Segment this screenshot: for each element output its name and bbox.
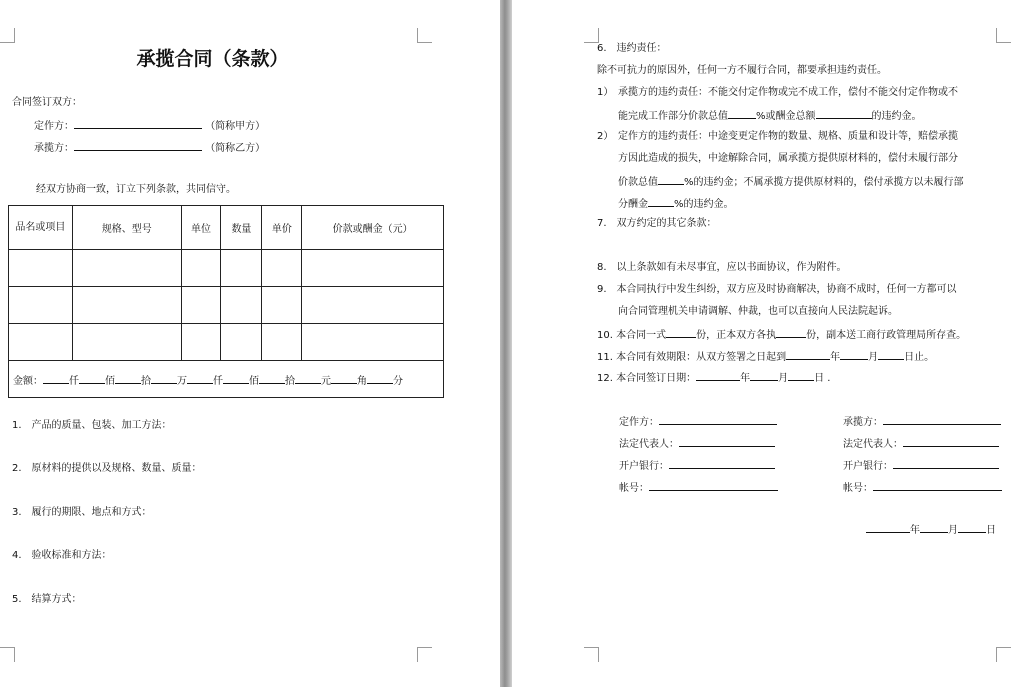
unit-label: 仟 xyxy=(69,375,79,387)
clause-6-1-number: 1） xyxy=(597,87,614,98)
crop-mark xyxy=(0,647,15,662)
signature-field[interactable] xyxy=(893,458,999,469)
clause-6-intro: 除不可抗力的原因外，任何一方不履行合同，都要承担违约责任。 xyxy=(597,65,887,76)
clause-6-2-number: 2） xyxy=(597,131,614,142)
clause-6-2-line3: 价款总值 %的违约金；不属承揽方提供原材料的，偿付承揽方以未履行部 xyxy=(618,174,964,190)
table-row xyxy=(9,250,444,287)
table-cell[interactable] xyxy=(9,324,73,361)
unit-label: 仟 xyxy=(213,375,223,387)
clause-10: 10. 本合同一式 份，正本双方各执 份，副本送工商行政管理局所存查。 xyxy=(597,327,966,343)
amount-field[interactable] xyxy=(816,108,872,119)
copies-field[interactable] xyxy=(776,327,806,338)
clause-7: 7. 双方约定的其它条款： xyxy=(597,218,717,229)
table-cell[interactable] xyxy=(181,250,221,287)
table-row xyxy=(9,324,444,361)
year-field[interactable] xyxy=(866,522,910,533)
signature-field[interactable] xyxy=(659,414,777,425)
intro-text: 经双方协商一致，订立下列条款，共同信守。 xyxy=(36,184,236,195)
sign-undertaker-account: 帐号： xyxy=(843,480,1002,496)
contract-page-1 xyxy=(0,0,500,687)
table-cell[interactable] xyxy=(72,250,181,287)
total-label: 金额： xyxy=(13,375,43,387)
table-cell[interactable] xyxy=(262,324,302,361)
signature-field[interactable] xyxy=(903,436,999,447)
year-field[interactable] xyxy=(696,370,740,381)
clause-6-2-line4: 分酬金 %的违约金。 xyxy=(618,196,734,212)
day-field[interactable] xyxy=(958,522,986,533)
clause-8: 8. 以上条款如有未尽事宜，应以书面协议，作为附件。 xyxy=(597,262,847,273)
party-b-field[interactable] xyxy=(74,140,202,151)
clause-6-2-line1: 定作方的违约责任：中途变更定作物的数量、规格、质量和设计等，赔偿承揽 xyxy=(618,131,958,142)
day-field[interactable] xyxy=(788,370,814,381)
day-field[interactable] xyxy=(878,349,904,360)
table-cell[interactable] xyxy=(181,287,221,324)
crop-mark xyxy=(584,28,599,43)
table-cell[interactable] xyxy=(9,287,73,324)
clause-6-1-line2: 能完成工作部分价款总值 %或酬金总额 的违约金。 xyxy=(618,108,922,124)
clause-5: 5. 结算方式： xyxy=(12,594,82,605)
unit-label: 分 xyxy=(393,375,403,387)
table-cell[interactable] xyxy=(181,324,221,361)
items-table xyxy=(8,205,444,398)
unit-label: 万 xyxy=(177,375,187,387)
table-cell[interactable] xyxy=(302,287,444,324)
total-amount-row xyxy=(9,361,444,398)
page-gutter xyxy=(500,0,512,687)
table-cell[interactable] xyxy=(9,250,73,287)
table-row xyxy=(9,287,444,324)
parties-heading: 合同签订双方： xyxy=(12,97,82,108)
crop-mark xyxy=(996,647,1011,662)
clause-4: 4. 验收标准和方法： xyxy=(12,550,112,561)
signature-field[interactable] xyxy=(873,480,1002,491)
table-cell[interactable] xyxy=(302,324,444,361)
clause-9-line2: 向合同管理机关申请调解、仲裁，也可以直接向人民法院起诉。 xyxy=(618,306,898,317)
contract-page-2 xyxy=(512,0,1011,687)
header-spec: 规格、型号 xyxy=(72,206,181,250)
table-cell[interactable] xyxy=(221,287,262,324)
crop-mark xyxy=(996,28,1011,43)
month-field[interactable] xyxy=(840,349,868,360)
sign-undertaker-rep: 法定代表人： xyxy=(843,436,999,452)
clause-6-title: 6. 违约责任： xyxy=(597,43,667,54)
unit-label: 佰 xyxy=(105,375,115,387)
table-cell[interactable] xyxy=(302,250,444,287)
signature-field[interactable] xyxy=(669,458,775,469)
table-cell[interactable] xyxy=(262,287,302,324)
clause-6-2-line2: 方因此造成的损失，中途解除合同，属承揽方提供原材料的，偿付未履行部分 xyxy=(618,153,958,164)
sign-contractor-bank: 开户银行： xyxy=(619,458,775,474)
party-a-line xyxy=(34,118,265,134)
sign-date: 年 月 日 xyxy=(866,522,996,538)
sign-contractor-account: 帐号： xyxy=(619,480,778,496)
unit-label: 拾 xyxy=(141,375,151,387)
signature-field[interactable] xyxy=(649,480,778,491)
sign-contractor-label: 定作方： xyxy=(619,414,777,430)
contract-title: 承揽合同（条款） xyxy=(136,48,289,70)
unit-label: 元 xyxy=(321,375,331,387)
unit-label: 拾 xyxy=(285,375,295,387)
party-a-label: 定作方： xyxy=(34,121,74,132)
header-quantity: 数量 xyxy=(221,206,262,250)
percent-field[interactable] xyxy=(658,174,684,185)
party-b-line xyxy=(34,140,265,156)
clause-2: 2. 原材料的提供以及规格、数量、质量： xyxy=(12,463,202,474)
percent-field[interactable] xyxy=(648,196,674,207)
sign-undertaker-bank: 开户银行： xyxy=(843,458,999,474)
signature-field[interactable] xyxy=(883,414,1001,425)
sign-contractor-rep: 法定代表人： xyxy=(619,436,775,452)
percent-field[interactable] xyxy=(728,108,756,119)
party-b-label: 承揽方： xyxy=(34,143,74,154)
clause-1: 1. 产品的质量、包装、加工方法： xyxy=(12,420,172,431)
month-field[interactable] xyxy=(920,522,948,533)
header-amount: 价款或酬金（元） xyxy=(302,206,444,250)
table-cell[interactable] xyxy=(72,324,181,361)
table-cell[interactable] xyxy=(72,287,181,324)
crop-mark xyxy=(584,647,599,662)
clause-6-1-line1: 承揽方的违约责任：不能交付定作物或完不成工作，偿付不能交付定作物或不 xyxy=(618,87,958,98)
crop-mark xyxy=(417,647,432,662)
header-unit-price: 单价 xyxy=(262,206,302,250)
year-field[interactable] xyxy=(786,349,830,360)
table-cell[interactable] xyxy=(221,250,262,287)
crop-mark xyxy=(417,28,432,43)
clause-3: 3. 履行的期限、地点和方式： xyxy=(12,507,152,518)
table-cell[interactable] xyxy=(262,250,302,287)
party-a-note: （简称甲方） xyxy=(205,121,266,132)
sign-undertaker-label: 承揽方： xyxy=(843,414,1001,430)
header-unit: 单位 xyxy=(181,206,221,250)
copies-field[interactable] xyxy=(666,327,696,338)
unit-label: 角 xyxy=(357,375,367,387)
month-field[interactable] xyxy=(750,370,778,381)
clause-9-line1: 9. 本合同执行中发生纠纷，双方应及时协商解决，协商不成时，任何一方都可以 xyxy=(597,284,957,295)
crop-mark xyxy=(0,28,15,43)
signature-field[interactable] xyxy=(679,436,775,447)
table-cell[interactable] xyxy=(221,324,262,361)
header-item-name: 品名或项目 xyxy=(9,206,73,250)
party-b-note: （简称乙方） xyxy=(205,143,266,154)
unit-label: 佰 xyxy=(249,375,259,387)
party-a-field[interactable] xyxy=(74,118,202,129)
clause-11: 11. 本合同有效期限：从双方签署之日起到 年 月 日止。 xyxy=(597,349,934,365)
clause-12: 12. 本合同签订日期： 年 月 日 . xyxy=(597,370,830,386)
